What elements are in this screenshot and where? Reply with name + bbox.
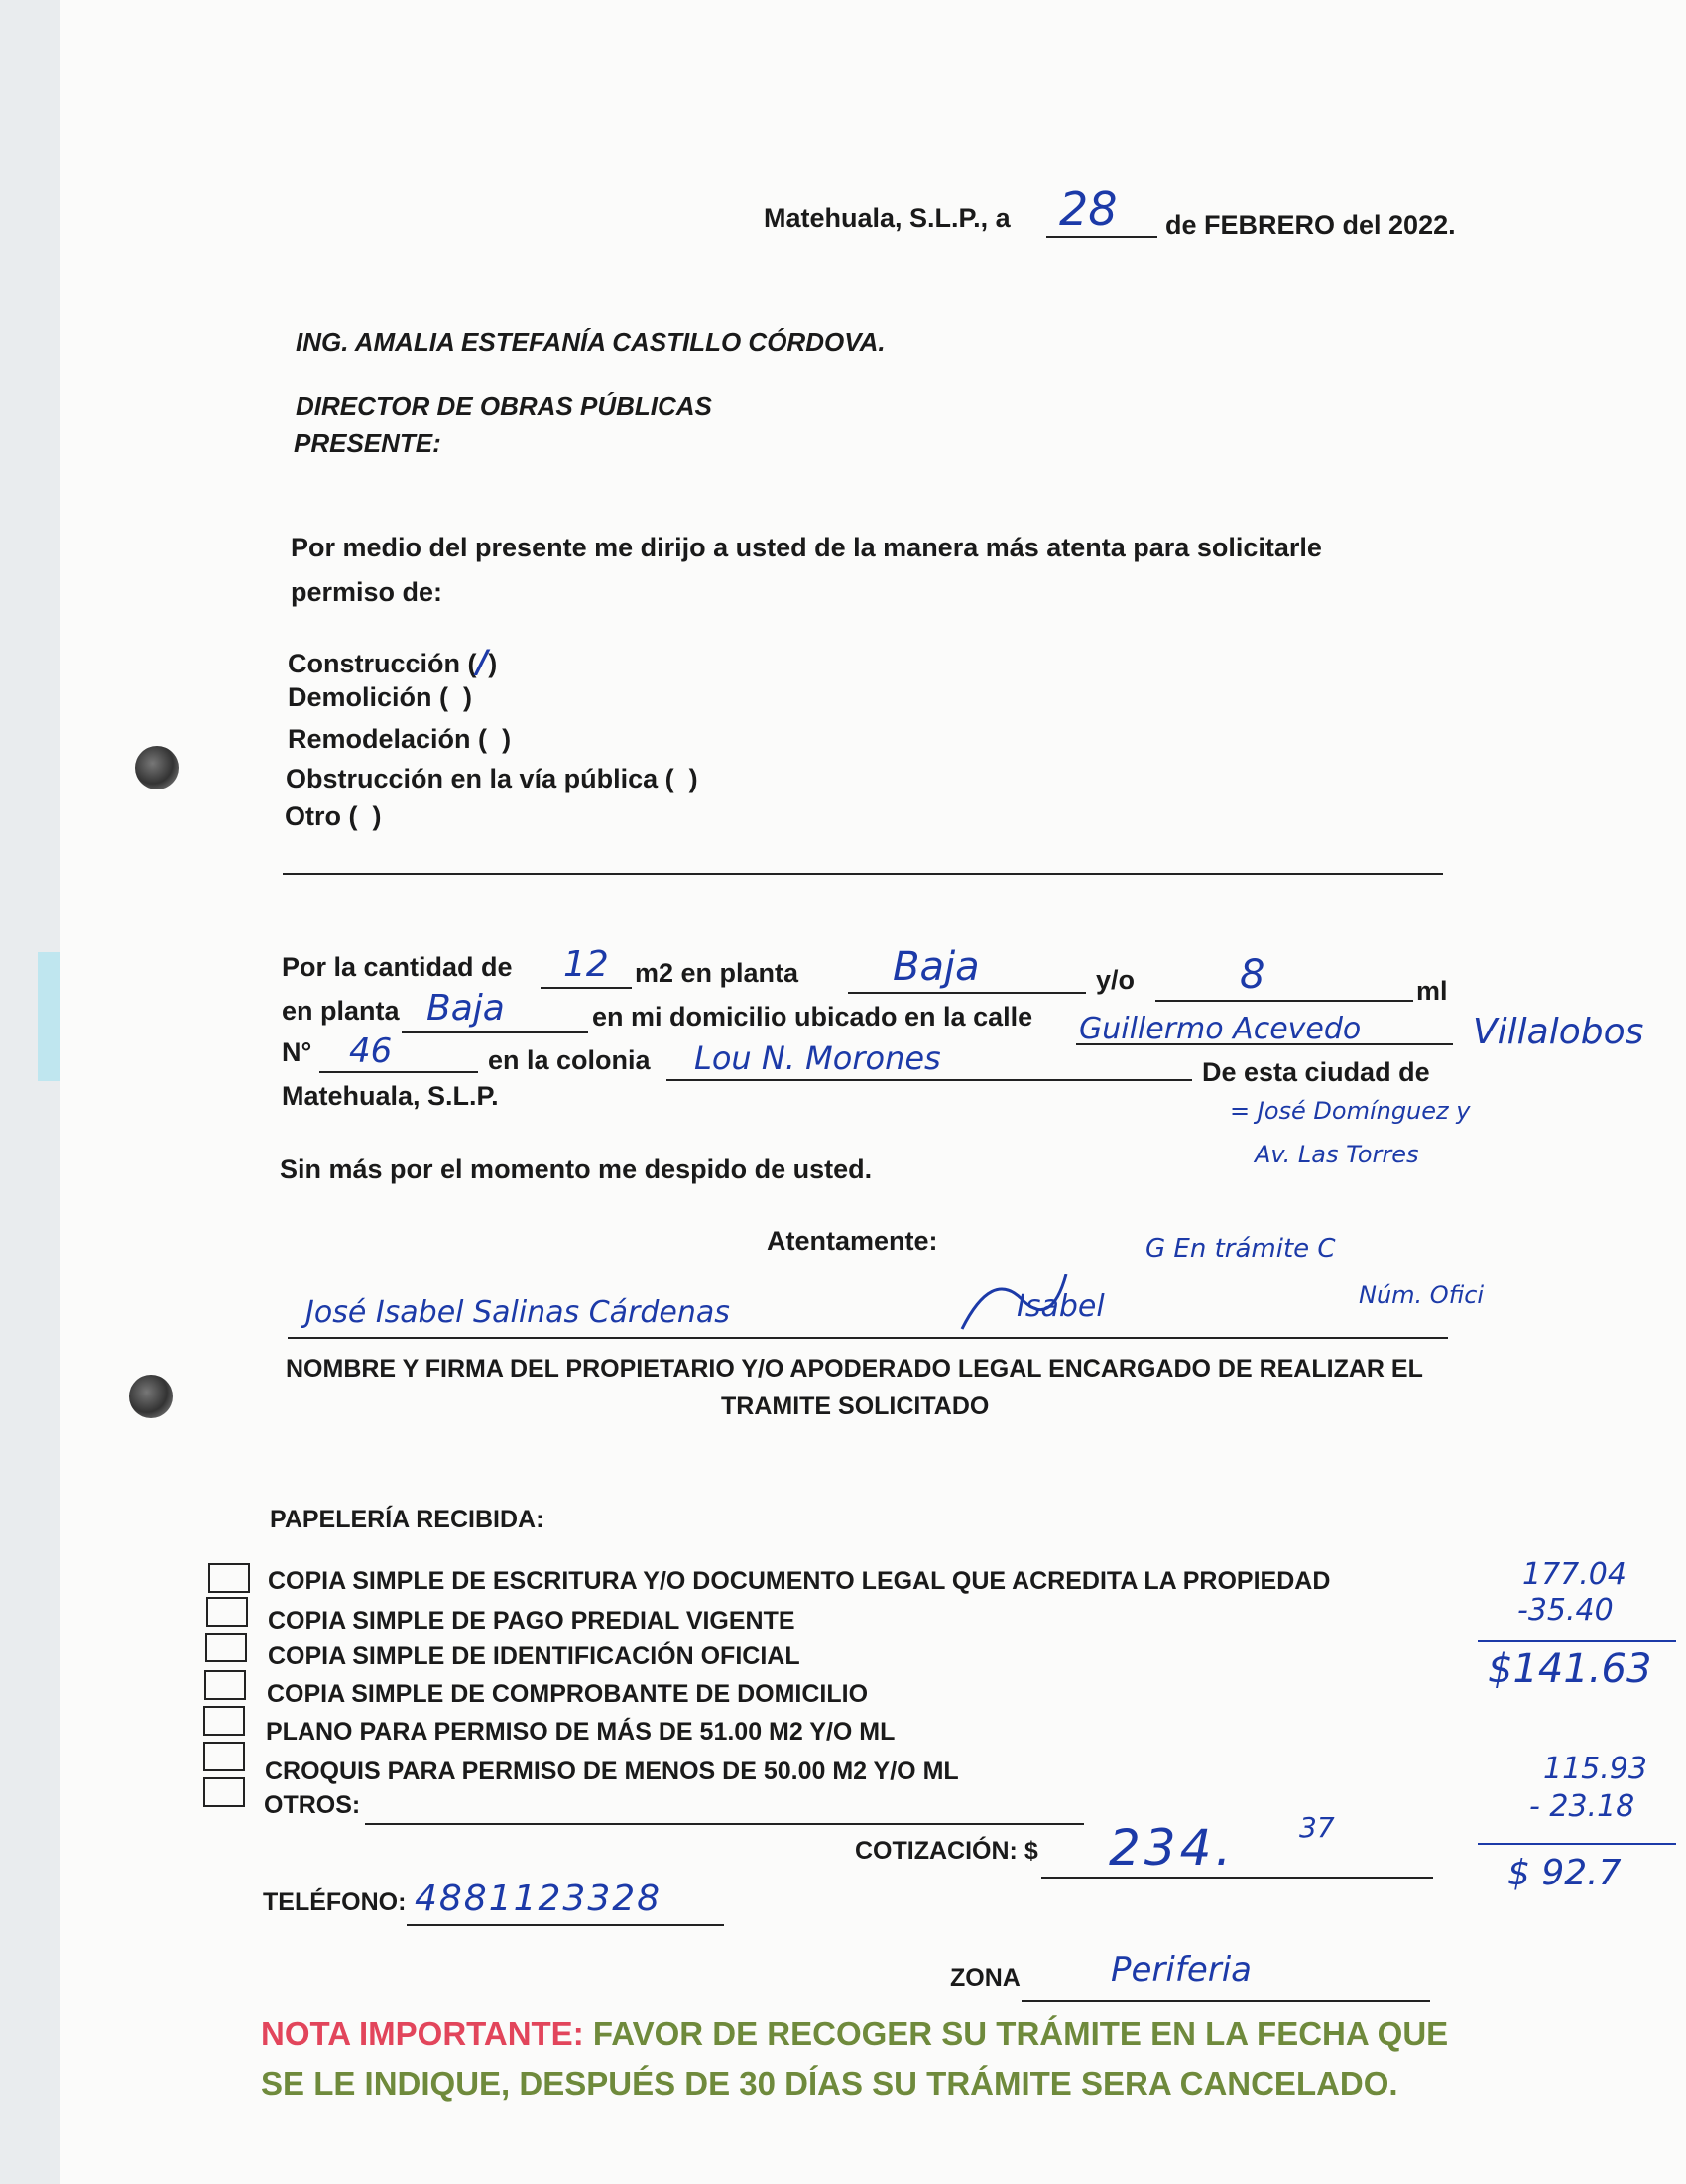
nota-line-1 xyxy=(261,2015,1448,2053)
date-day: 28 xyxy=(1059,182,1118,236)
telefono-value: 4881123328 xyxy=(415,1879,662,1919)
permit-remodelacion xyxy=(288,724,511,755)
otro-line xyxy=(283,873,1443,875)
doc-checkbox-domicilio[interactable] xyxy=(204,1670,246,1700)
intro-line-2: permiso de: xyxy=(291,577,443,607)
permit-label: Obstrucción en la vía pública ( xyxy=(286,764,674,793)
en-planta-line xyxy=(402,1031,588,1033)
permit-label: Remodelación ( xyxy=(288,724,488,754)
cantidad-label: Por la cantidad de xyxy=(282,952,513,982)
doc-identificacion: COPIA SIMPLE DE IDENTIFICACIÓN OFICIAL xyxy=(268,1642,800,1670)
signature-stroke xyxy=(952,1260,1071,1339)
despedida: Sin más por el momento me despido de usted. xyxy=(280,1154,873,1184)
doc-predial: COPIA SIMPLE DE PAGO PREDIAL VIGENTE xyxy=(268,1607,795,1635)
cotizacion-label: COTIZACIÓN: $ xyxy=(855,1837,1038,1865)
calc2-b: - 23.18 xyxy=(1529,1789,1635,1824)
calc2-rule xyxy=(1478,1843,1676,1845)
planta-value: Baja xyxy=(893,944,980,990)
permit-close: ) xyxy=(488,649,498,678)
ml-label: ml xyxy=(1416,976,1448,1006)
nota-label: NOTA IMPORTANTE: xyxy=(261,2015,584,2052)
recipient-name: ING. AMALIA ESTEFANÍA CASTILLO CÓRDOVA. xyxy=(296,327,886,357)
date-day-line xyxy=(1046,236,1157,238)
signature: Isabel xyxy=(1017,1289,1105,1324)
nota-text-1: FAVOR DE RECOGER SU TRÁMITE EN LA FECHA QUE xyxy=(592,2015,1449,2052)
calc2-total: $ 92.7 xyxy=(1507,1853,1622,1893)
permit-otro xyxy=(285,801,382,832)
recipient-title: DIRECTOR DE OBRAS PÚBLICAS xyxy=(296,391,712,421)
doc-checkbox-predial[interactable] xyxy=(206,1597,248,1627)
place-date-label: Matehuala, S.L.P., a xyxy=(764,203,1011,233)
intro-line-1: Por medio del presente me dirijo a usted de la manera más atenta para solicitarle xyxy=(291,533,1322,562)
side-note-2: Núm. Ofici xyxy=(1359,1281,1485,1309)
calc1-rule xyxy=(1478,1640,1676,1642)
calc1-total: $141.63 xyxy=(1488,1646,1652,1692)
margin-note-2: Av. Las Torres xyxy=(1255,1141,1419,1168)
m2-label: m2 en planta xyxy=(635,958,799,988)
colonia-line xyxy=(666,1079,1192,1081)
doc-checkbox-croquis[interactable] xyxy=(203,1742,245,1771)
permit-close: ) xyxy=(463,682,473,712)
side-note-1: G En trámite C xyxy=(1145,1234,1336,1264)
permit-obstruccion xyxy=(286,764,698,794)
permit-mark: / xyxy=(476,643,489,680)
scan-edge xyxy=(0,0,60,2184)
permit-close: ) xyxy=(502,724,512,754)
numero-line xyxy=(319,1071,478,1073)
punch-hole xyxy=(129,1375,173,1418)
permit-label: Construcción ( xyxy=(288,649,477,678)
colonia-value: Lou N. Morones xyxy=(694,1039,941,1077)
papeleria-title: PAPELERÍA RECIBIDA: xyxy=(270,1506,544,1533)
permit-construccion xyxy=(288,643,497,680)
cantidad-value: 12 xyxy=(563,944,609,985)
permit-label: Demolición ( xyxy=(288,682,449,712)
calc2-a: 115.93 xyxy=(1543,1752,1647,1786)
telefono-label: TELÉFONO: xyxy=(263,1888,407,1916)
doc-checkbox-identificacion[interactable] xyxy=(205,1633,247,1662)
calc1-a: 177.04 xyxy=(1522,1557,1626,1592)
en-planta-value: Baja xyxy=(426,988,505,1029)
calc1-b: -35.40 xyxy=(1517,1593,1614,1628)
doc-checkbox-otros[interactable] xyxy=(203,1777,245,1807)
zona-line xyxy=(1022,2000,1430,2002)
punch-hole xyxy=(135,746,179,789)
telefono-line xyxy=(407,1924,724,1926)
atentamente: Atentamente: xyxy=(767,1226,938,1256)
permit-close: ) xyxy=(372,801,382,831)
scan-edge-tab xyxy=(38,952,60,1081)
cantidad-line xyxy=(541,987,632,989)
margin-note-1: = José Domínguez y xyxy=(1230,1097,1471,1125)
calle-extra: Villalobos xyxy=(1473,1012,1644,1052)
ciudad-label: De esta ciudad de xyxy=(1202,1057,1430,1087)
numero-label: N° xyxy=(282,1037,312,1067)
calle-value: Guillermo Acevedo xyxy=(1079,1012,1362,1046)
domicilio-label: en mi domicilio ubicado en la calle xyxy=(592,1002,1033,1031)
doc-croquis: CROQUIS PARA PERMISO DE MENOS DE 50.00 M2 Y/O ML xyxy=(265,1758,959,1785)
doc-plano: PLANO PARA PERMISO DE MÁS DE 51.00 M2 Y/O ML xyxy=(266,1718,896,1746)
ml-value: 8 xyxy=(1240,952,1265,998)
doc-domicilio: COPIA SIMPLE DE COMPROBANTE DE DOMICILIO xyxy=(267,1680,869,1708)
cotizacion-line xyxy=(1041,1877,1433,1879)
doc-checkbox-plano[interactable] xyxy=(203,1706,245,1736)
date-month-year: de FEBRERO del 2022. xyxy=(1165,210,1456,240)
otros-line xyxy=(365,1823,1084,1825)
yo-label: y/o xyxy=(1096,965,1136,995)
ml-line xyxy=(1155,1000,1413,1002)
permit-demolicion xyxy=(288,682,472,713)
cotizacion-value: 234. xyxy=(1109,1819,1236,1877)
signature-line xyxy=(288,1337,1448,1339)
firma-label-2: TRAMITE SOLICITADO xyxy=(721,1393,990,1420)
permit-label: Otro ( xyxy=(285,801,358,831)
signer-name: José Isabel Salinas Cárdenas xyxy=(305,1295,730,1330)
numero-value: 46 xyxy=(349,1031,393,1071)
en-planta-label: en planta xyxy=(282,996,400,1026)
firma-label-1: NOMBRE Y FIRMA DEL PROPIETARIO Y/O APODERADO LEGAL ENCARGADO DE REALIZAR EL xyxy=(286,1355,1423,1383)
cotizacion-cents: 37 xyxy=(1299,1811,1335,1844)
colonia-label: en la colonia xyxy=(488,1045,651,1075)
doc-escritura: COPIA SIMPLE DE ESCRITURA Y/O DOCUMENTO LEGAL QUE ACREDITA LA PROPIEDAD xyxy=(268,1567,1331,1595)
recipient-presente: PRESENTE: xyxy=(294,428,441,458)
doc-otros: OTROS: xyxy=(264,1791,361,1819)
zona-label: ZONA xyxy=(950,1964,1021,1992)
permit-close: ) xyxy=(688,764,698,793)
nota-text-2: SE LE INDIQUE, DESPUÉS DE 30 DÍAS SU TRÁMITE SERA CANCELADO. xyxy=(261,2065,1398,2102)
zona-value: Periferia xyxy=(1111,1950,1252,1990)
ciudad-value: Matehuala, S.L.P. xyxy=(282,1081,499,1111)
doc-checkbox-escritura[interactable] xyxy=(208,1563,250,1593)
planta-line xyxy=(848,992,1086,994)
